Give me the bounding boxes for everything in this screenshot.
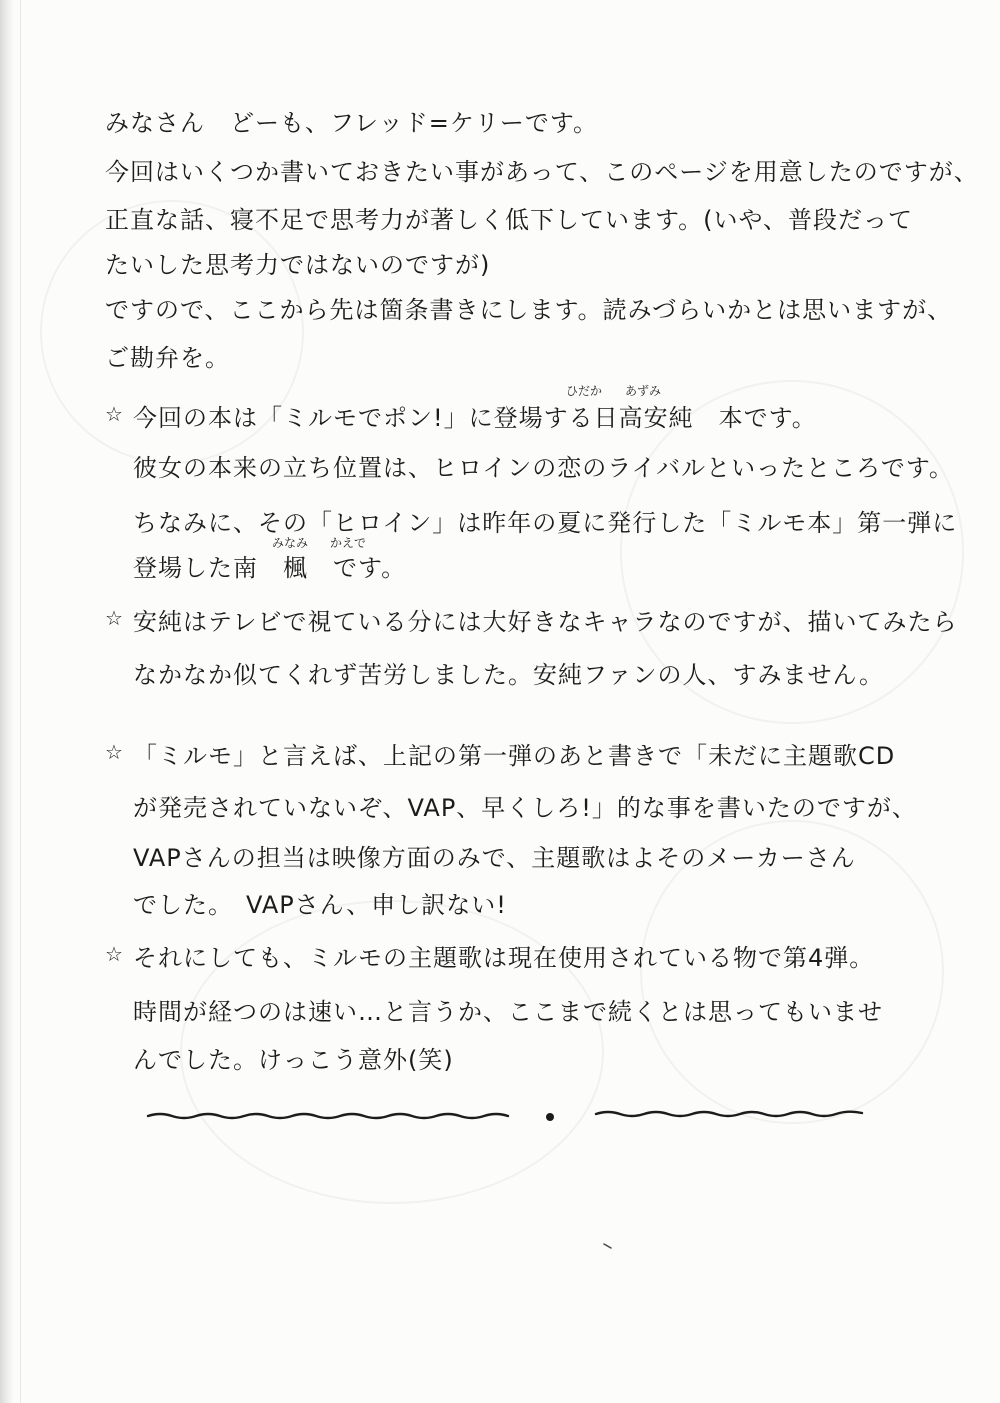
bullet-star-3-icon: ☆ [105,740,123,764]
intro-line-6: ご勘弁を。 [105,344,230,372]
bullet-4-line-1: それにしても、ミルモの主題歌は現在使用されている物で第4弾。 [133,944,875,972]
binding-line [20,0,21,1403]
bullet-2-line-1: 安純はテレビで視ている分には大好きなキャラなのですが、描いてみたら [133,608,958,636]
bullet-1-line-1: 今回の本は「ミルモでポン!」に登場する日高安純 本です。 [133,404,817,432]
bullet-1-line-4: 登場した南 楓 です。 [133,554,407,582]
bullet-star-2-icon: ☆ [105,606,123,630]
divider-wave-left [148,1114,508,1118]
bullet-star-1-icon: ☆ [105,402,123,426]
bullet-1-line-3: ちなみに、その「ヒロイン」は昨年の夏に発行した「ミルモ本」第一弾に [133,509,958,537]
intro-line-1: みなさん どーも、フレッド=ケリーです。 [105,109,598,137]
intro-line-2: 今回はいくつか書いておきたい事があって、このページを用意したのですが、 [105,158,979,186]
intro-line-5: ですので、ここから先は箇条書きにします。読みづらいかとは思いますが、 [105,296,953,324]
bullet-3-line-4: でした。 VAPさん、申し訳ない! [133,891,507,919]
binding-shadow [0,0,14,1403]
bullet-4-line-3: んでした。けっこう意外(笑) [133,1046,454,1074]
bullet-4-line-2: 時間が経つのは速い…と言うか、ここまで続くとは思ってもいませ [133,998,883,1026]
bullet-3-line-1: 「ミルモ」と言えば、上記の第一弾のあと書きで「未だに主題歌CD [133,742,896,770]
ruby-azumi: あずみ [625,384,662,398]
divider-dot [546,1113,554,1121]
stray-mark [603,1242,613,1250]
ruby-hidaka: ひだか [566,384,603,398]
bullet-2-line-2: なかなか似てくれず苦労しました。安純ファンの人、すみません。 [133,661,884,689]
intro-line-4: たいした思考力ではないのですが) [105,251,491,279]
bullet-1-line-2: 彼女の本来の立ち位置は、ヒロインの恋のライバルといったところです。 [133,454,954,482]
wavy-divider [140,1100,870,1130]
bullet-star-4-icon: ☆ [105,942,123,966]
intro-line-3: 正直な話、寝不足で思考力が著しく低下しています。(いや、普段だって [105,206,913,234]
ruby-minami: みなみ [272,536,309,550]
bullet-3-line-3: VAPさんの担当は映像方面のみで、主題歌はよそのメーカーさん [133,844,856,872]
bullet-3-line-2: が発売されていないぞ、VAP、早くしろ!」的な事を書いたのですが、 [133,794,917,822]
ruby-kaede: かえで [330,536,367,550]
divider-wave-right [596,1112,862,1116]
